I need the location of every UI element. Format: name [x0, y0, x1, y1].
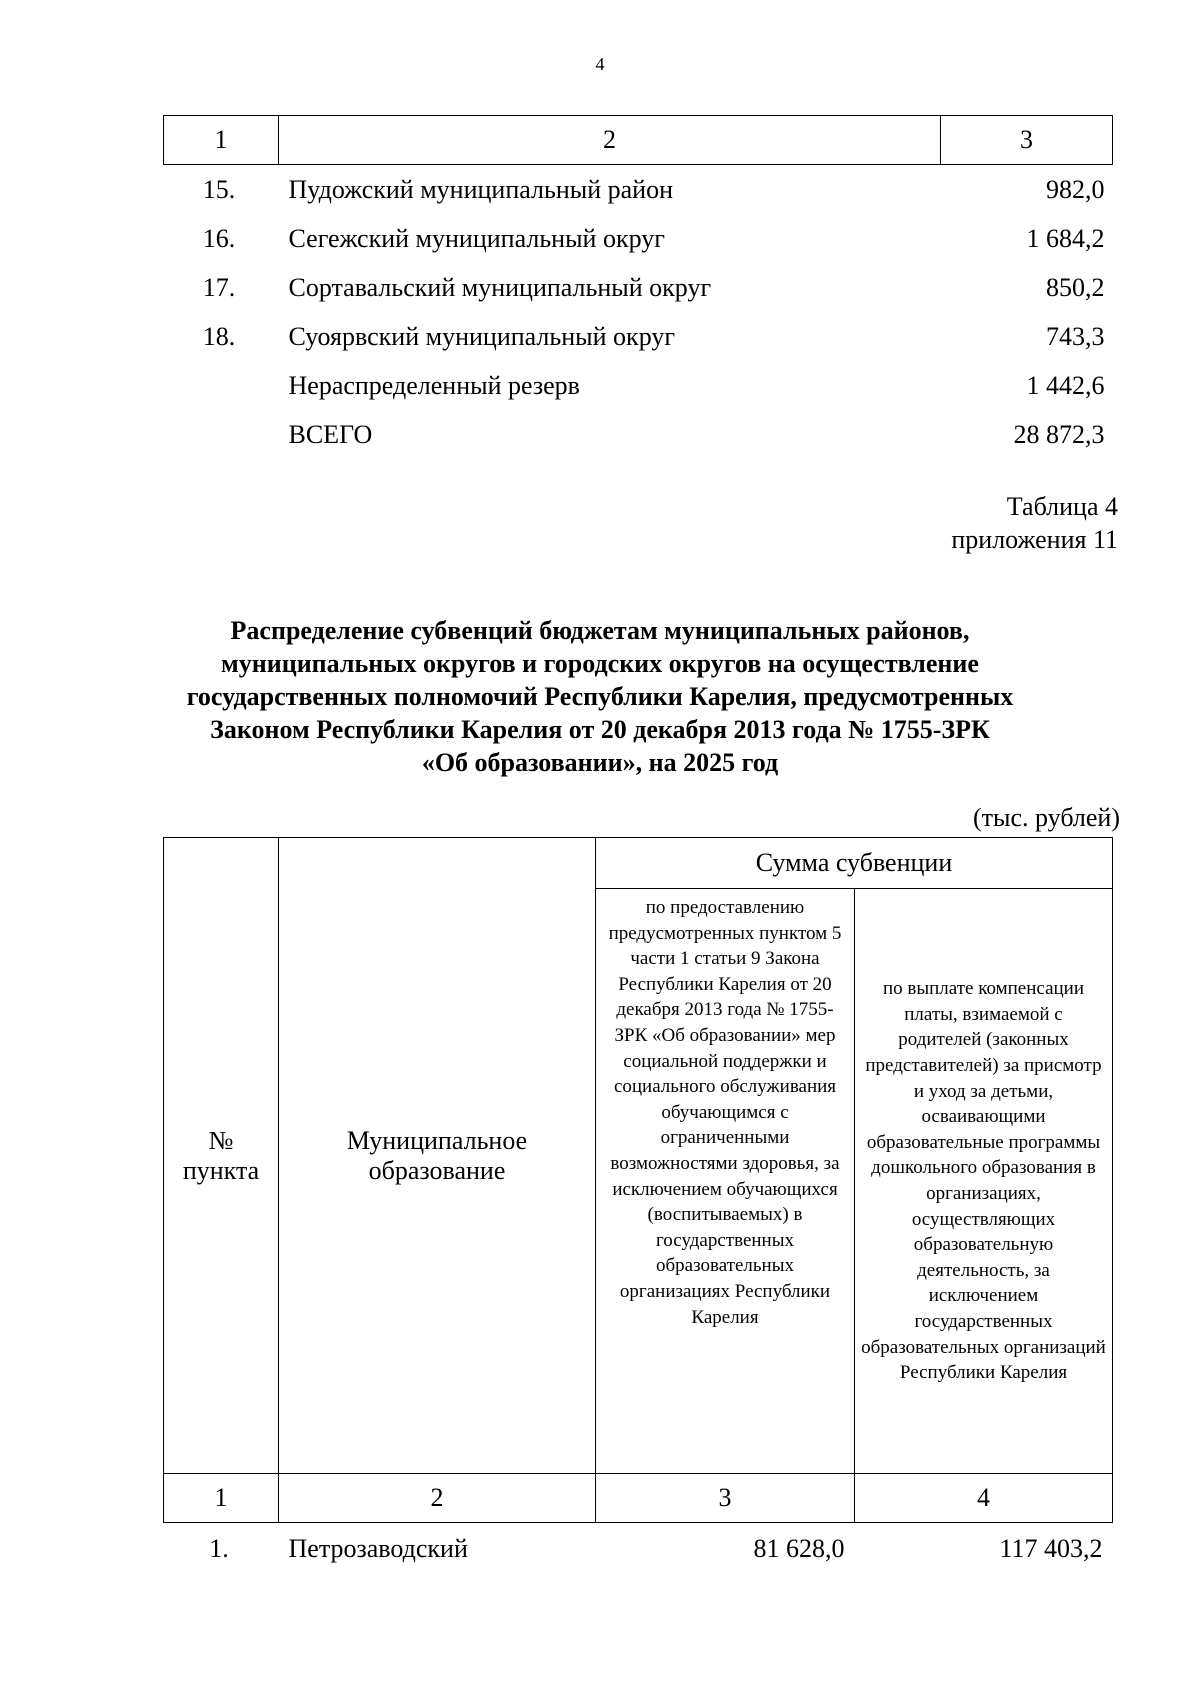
subsidy-amount: 743,3: [1046, 321, 1105, 351]
total-label: ВСЕГО: [288, 419, 373, 449]
column-index-2: 2: [279, 1474, 596, 1523]
reserve-amount: 1 442,6: [1026, 370, 1105, 400]
municipality-name: Сортавальский муниципальный округ: [288, 272, 712, 302]
table-row: [164, 263, 1113, 312]
row-number: 17.: [202, 272, 236, 302]
table-row: [164, 214, 1113, 263]
table-row: [164, 165, 1113, 215]
column-index-row: [164, 1474, 1113, 1523]
table-row: [164, 1523, 1113, 1576]
total-amount: 28 872,3: [1013, 419, 1105, 449]
row-number: 1.: [209, 1534, 229, 1563]
column-index-4: 4: [855, 1474, 1113, 1523]
subsidy-amount: 850,2: [1046, 272, 1105, 302]
title-line: муниципальных округов и городских округов на осуществление: [221, 649, 979, 678]
column-index-3: 3: [596, 1474, 855, 1523]
column-index-2: 2: [279, 116, 941, 165]
header-preschool-compensation: по выплате компенсации платы, взимаемой с родителей (законных представителей) за присмотр и уход за детьми, осваивающими образовательные программы дошкольного образования в организациях, осуществляющих образовательную деятельность, за исключением государственных образовательных организаций Республики Карелия: [855, 889, 1113, 1474]
row-number: 18.: [202, 321, 236, 351]
reserve-row: [164, 361, 1113, 410]
table-row: [164, 312, 1113, 361]
title-line: государственных полномочий Республики Карелия, предусмотренных: [186, 682, 1014, 711]
table-caption-appendix: приложения 11: [951, 525, 1118, 554]
header-disabled-students-support: по предоставлению предусмотренных пунктом 5 части 1 статьи 9 Закона Республики Карелия от 20 декабря 2013 года № 1755-ЗРК «Об образовании» мер социальной поддержки и социального обслуживания обучающимся с ограниченными возможностями здоровья, за исключением обучающихся (воспитываемых) в государственных образовательных организациях Республики Карелия: [596, 889, 855, 1474]
disabled-support-amount: 81 628,0: [753, 1534, 845, 1563]
row-number: 16.: [202, 223, 236, 253]
header-row: [164, 838, 1113, 889]
page-number: 4: [595, 54, 605, 74]
header-subsidy-sum: Сумма субвенции: [596, 838, 1113, 889]
row-number: [164, 410, 279, 459]
column-index-1: 1: [164, 1474, 279, 1523]
subsidy-amount: 982,0: [1046, 174, 1105, 204]
header-item-number: № пункта: [164, 838, 279, 1474]
title-line: «Об образовании», на 2025 год: [421, 748, 779, 777]
table-title: [140, 614, 1060, 779]
municipality-name: Пудожский муниципальный район: [288, 174, 674, 204]
subsidy-distribution-table: [163, 837, 1113, 1575]
title-line: Распределение субвенций бюджетам муниципальных районов,: [230, 616, 970, 645]
subsidy-amount: 1 684,2: [1026, 223, 1105, 253]
title-line: Законом Республики Карелия от 20 декабря 2013 года № 1755-ЗРК: [210, 715, 990, 744]
row-number: 15.: [202, 174, 236, 204]
table-caption: [951, 490, 1118, 556]
reserve-label: Нераспределенный резерв: [288, 370, 580, 400]
row-number: [164, 361, 279, 410]
municipality-name: Суоярвский муниципальный округ: [288, 321, 676, 351]
column-index-row: [164, 116, 1113, 165]
column-index-3: 3: [941, 116, 1113, 165]
municipality-name: Петрозаводский: [288, 1534, 468, 1563]
subsidy-table-continuation: [163, 115, 1113, 459]
total-row: [164, 410, 1113, 459]
preschool-compensation-amount: 117 403,2: [999, 1534, 1103, 1563]
units-label: (тыс. рублей): [972, 803, 1120, 832]
header-municipality: Муниципальное образование: [279, 838, 596, 1474]
column-index-1: 1: [164, 116, 279, 165]
municipality-name: Сегежский муниципальный округ: [288, 223, 665, 253]
table-caption-number: Таблица 4: [1006, 492, 1118, 521]
